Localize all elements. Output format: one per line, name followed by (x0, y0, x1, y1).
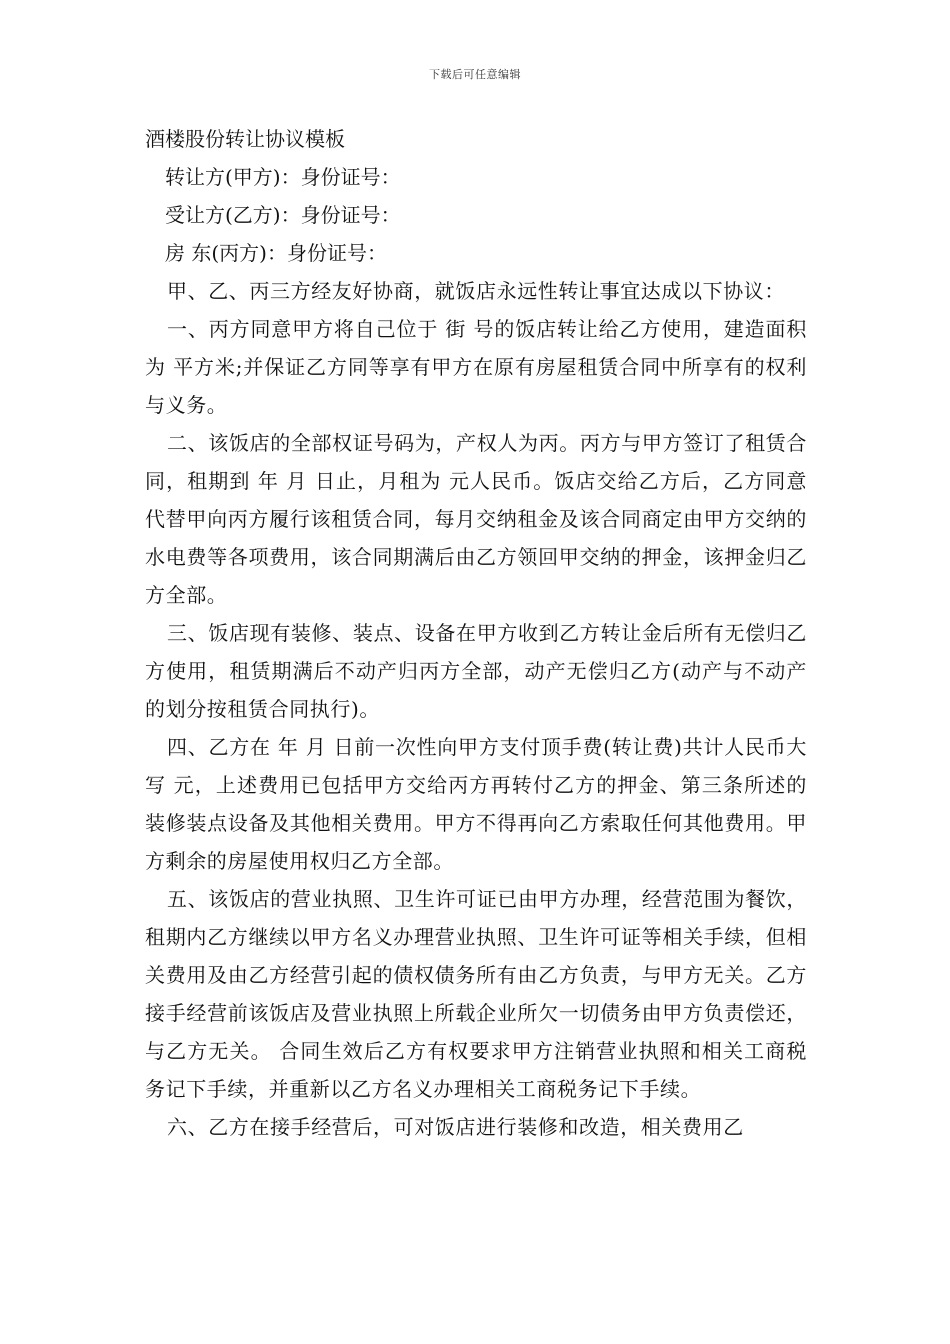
paragraph-preamble: 甲、乙、丙三方经友好协商，就饭店永远性转让事宜达成以下协议： (167, 279, 785, 303)
document-body (145, 120, 807, 1146)
paragraph-clause-5: 五、该饭店的营业执照、卫生许可证已由甲方办理，经营范围为餐饮，租期内乙方继续以甲方名义办理营业执照、卫生许可证等相关手续，但相关费用及由乙方经营引起的债权债务所有由乙方负责，与甲方无关。乙方接手经营前该饭店及营业执照上所载企业所欠一切债务由甲方负责偿还，与乙方无关。 合同生效后乙方有权要求甲方注销营业执照和相关工商税务记下手续，并重新以乙方名义办理相关工商税务记下手续。 (145, 887, 807, 1101)
party-transferor: 转让方(甲方)：身份证号： (165, 165, 401, 189)
document-title: 酒楼股份转让协议模板 (145, 127, 345, 151)
paragraph-clause-2: 二、该饭店的全部权证号码为，产权人为丙。丙方与甲方签订了租赁合同，租期到 年 月 日止，月租为 元人民币。饭店交给乙方后，乙方同意代替甲向丙方履行该租赁合同，每月交纳租金及该合同商定由甲方交纳的水电费等各项费用，该合同期满后由乙方领回甲交纳的押金，该押金归乙方全部。 (145, 431, 807, 607)
header-note: 下载后可任意编辑 (429, 68, 521, 81)
paragraph-clause-3: 三、饭店现有装修、装点、设备在甲方收到乙方转让金后所有无偿归乙方使用，租赁期满后不动产归丙方全部，动产无偿归乙方(动产与不动产的划分按租赁合同执行)。 (145, 621, 807, 721)
party-landlord: 房 东(丙方)：身份证号： (165, 241, 387, 265)
paragraph-clause-1: 一、丙方同意甲方将自己位于 街 号的饭店转让给乙方使用，建造面积为 平方米;并保证乙方同等享有甲方在原有房屋租赁合同中所享有的权利与义务。 (145, 317, 807, 417)
paragraph-clause-4: 四、乙方在 年 月 日前一次性向甲方支付顶手费(转让费)共计人民币大写 元，上述费用已包括甲方交给丙方再转付乙方的押金、第三条所述的装修装点设备及其他相关费用。甲方不得再向乙方索取任何其他费用。甲方剩余的房屋使用权归乙方全部。 (145, 735, 807, 873)
party-transferee: 受让方(乙方)：身份证号： (165, 203, 401, 227)
paragraph-clause-6: 六、乙方在接手经营后，可对饭店进行装修和改造，相关费用乙 (167, 1115, 744, 1139)
